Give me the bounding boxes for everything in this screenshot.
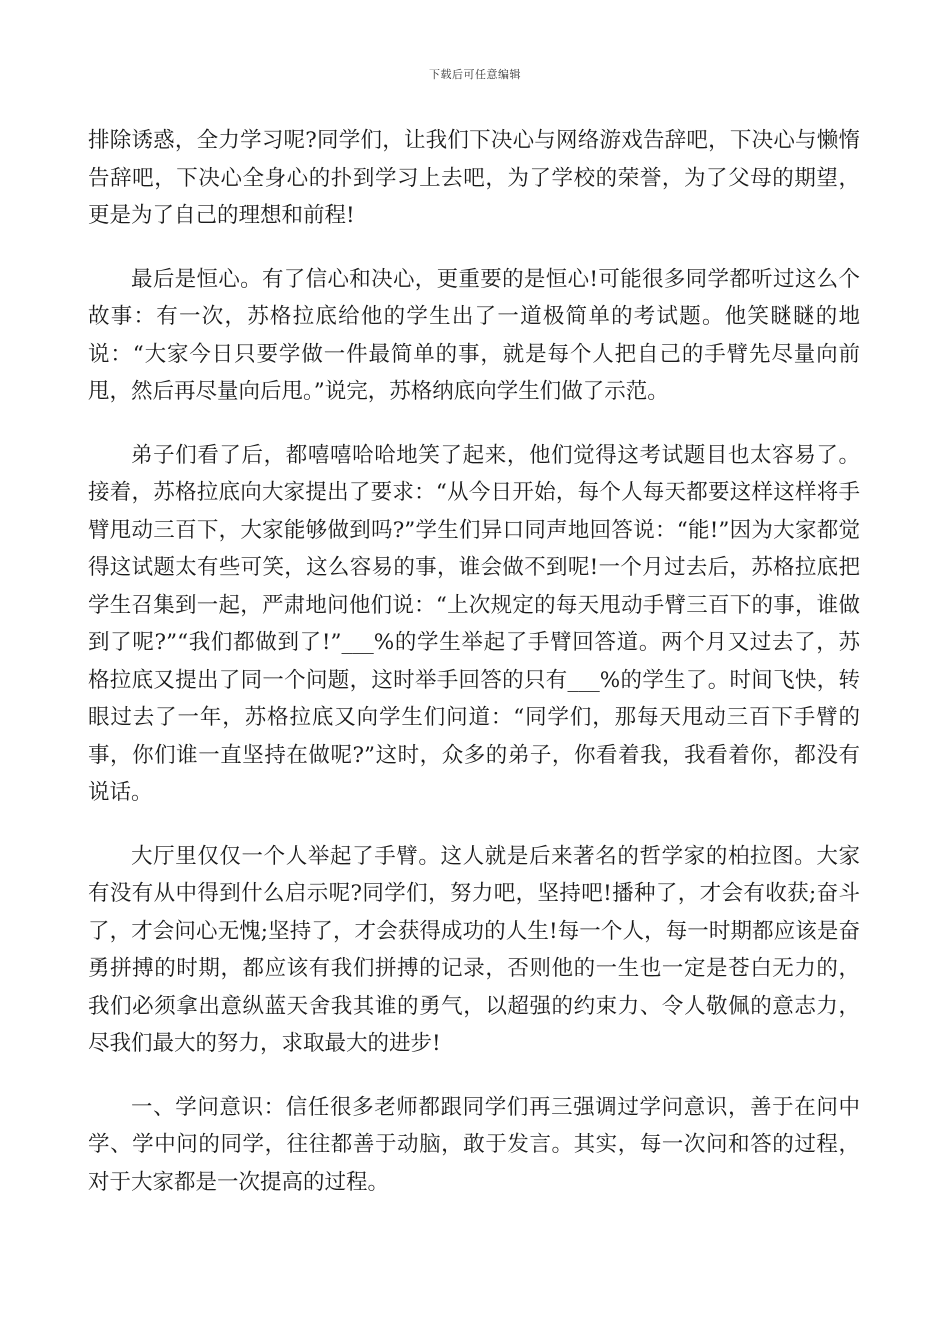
- paragraph-2: 最后是恒心。有了信心和决心，更重要的是恒心!可能很多同学都听过这么个故事：有一次，苏格拉底给他的学生出了一道极简单的考试题。他笑瞇瞇的地说：“大家今日只要学做一件最简单的事，就是每个人把自己的手臂先尽量向前甩，然后再尽量向后甩。”说完，苏格纳底向学生们做了示范。: [88, 266, 860, 404]
- paragraph-1: 排除诱惑，全力学习呢?同学们，让我们下决心与网络游戏告辞吧，下决心与懒惰告辞吧，下决心全身心的扑到学习上去吧，为了学校的荣誉，为了父母的期望，更是为了自己的理想和前程!: [88, 128, 860, 228]
- paragraph-4: 大厅里仅仅一个人举起了手臂。这人就是后来著名的哲学家的柏拉图。大家有没有从中得到什么启示呢?同学们，努力吧，坚持吧!播种了，才会有收获;奋斗了，才会问心无愧;坚持了，才会获得成功的人生!每一个人，每一时期都应该是奋勇拼搏的时期，都应该有我们拼搏的记录，否则他的一生也一定是苍白无力的，我们必须拿出意纵蓝天舍我其谁的勇气，以超强的约束力、令人敬佩的意志力，尽我们最大的努力，求取最大的进步!: [88, 843, 860, 1056]
- paragraph-5: 一、学问意识：信任很多老师都跟同学们再三强调过学问意识，善于在问中学、学中问的同学，往往都善于动脑，敢于发言。其实，每一次问和答的过程，对于大家都是一次提高的过程。: [88, 1094, 860, 1195]
- page-header: 下载后可任意编辑: [429, 68, 521, 81]
- paragraph-3: 弟子们看了后，都嘻嘻哈哈地笑了起来，他们觉得这考试题目也太容易了。接着，苏格拉底向大家提出了要求：“从今日开始，每个人每天都要这样这样将手臂甩动三百下，大家能够做到吗?”学生们异口同声地回答说：“能!”因为大家都觉得这试题太有些可笑，这么容易的事，谁会做不到呢!一个月过去后，苏格拉底把学生召集到一起，严肃地问他们说：“上次规定的每天甩动手臂三百下的事，谁做到了呢?”“我们都做到了!”___%的学生举起了手臂回答道。两个月又过去了，苏格拉底又提出了同一个问题，这时举手回答的只有___%的学生了。时间飞快，转眼过去了一年，苏格拉底又向学生们问道：“同学们，那每天甩动三百下手臂的事，你们谁一直坚持在做呢?”这时，众多的弟子，你看着我，我看着你，都没有说话。: [88, 442, 860, 805]
- document-body: [88, 122, 860, 1227]
